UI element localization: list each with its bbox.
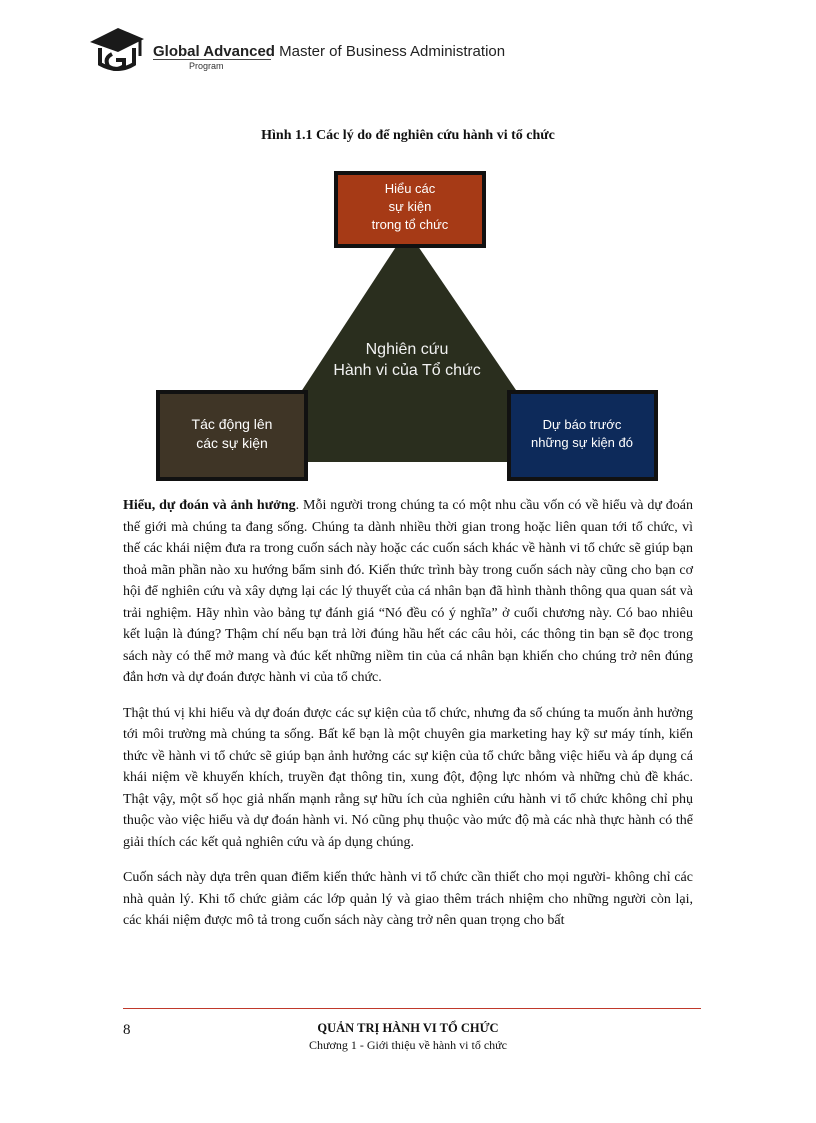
- right-box-line-2: những sự kiện đó: [531, 435, 633, 450]
- paragraph-2: Thật thú vị khi hiểu và dự đoán được các sự kiện của tổ chức, nhưng đa số chúng ta muốn ảnh hưởng tới môi trường mà chúng ta sống. Bất kể bạn là một chuyên gia marketing hay kỹ sư máy tính, kiến thức về hành vi tổ chức sẽ giúp bạn ảnh hưởng các sự kiện của tổ chức bằng việc hiểu và áp dụng cá khái niệm về khuyến khích, truyền đạt thông tin, xung đột, động lực nhóm và những chủ đề khác. Thật vậy, một số học giả nhấn mạnh rằng sự hữu ích của nghiên cứu hành vi tổ chức không chỉ phụ thuộc vào việc hiểu và dự đoán hành vi. Nó cũng phụ thuộc vào mức độ mà các nhà thực hành có thể giải thích các kết quả nghiên cứu và áp dụng chúng.: [123, 705, 693, 850]
- brand-divider: [153, 59, 271, 60]
- brand-program: Program: [189, 61, 224, 71]
- right-box-line-1: Dự báo trước: [542, 417, 622, 432]
- program-logo-icon: [86, 22, 148, 74]
- top-box-line-1: Hiểu các: [384, 181, 436, 196]
- top-box-line-2: sự kiện: [388, 199, 432, 214]
- paragraph-1-lead: Hiểu, dự đoán và ảnh hưởng: [123, 498, 296, 513]
- footer-subtitle: Chương 1 - Giới thiệu về hành vi tổ chức: [309, 1038, 507, 1052]
- reasons-diagram: [155, 170, 660, 482]
- center-label-line-2: Hành vi của Tổ chức: [333, 362, 481, 379]
- body-text: [123, 495, 693, 946]
- footer-divider: [123, 1008, 701, 1009]
- paragraph-1-rest: . Mỗi người trong chúng ta có một nhu cầu vốn có về hiểu và dự đoán thế giới mà chúng ta đang sống. Chúng ta dành nhiều thời gian trong hoặc liên quan tới tổ chức, vì thế các khái niệm đưa ra trong cuốn sách này hoặc các cuốn sách khác về hành vi tổ chức sẽ giúp bạn thoả mãn phần nào xu hướng bẩm sinh đó. Kiến thức trình bày trong cuốn sách này cũng cho bạn cơ hội để nghiên cứu và xây dựng lại các lý thuyết của cá nhân bạn đã hình thành thông qua quan sát và trải nghiệm. Hãy nhìn vào bảng tự đánh giá “Nó đều có ý nghĩa” ở cuối chương này. Có bao nhiêu kết luận là đúng? Thậm chí nếu bạn trả lời đúng hầu hết các câu hỏi, các thông tin bạn sẽ đọc trong sách này có thể mở mang và đúc kết những niềm tin của cá nhân bạn khiến cho chúng trở nên đúng đắn hơn và dự đoán được hành vi của tổ chức.: [123, 498, 693, 685]
- footer-title: QUẢN TRỊ HÀNH VI TỔ CHỨC: [317, 1021, 499, 1035]
- page-header: [86, 22, 526, 78]
- center-label-line-1: Nghiên cứu: [365, 341, 449, 358]
- page-number: 8: [123, 1022, 131, 1038]
- paragraph-1: [123, 495, 693, 689]
- brand-strong: Global Advanced: [153, 43, 275, 60]
- paragraph-3: Cuốn sách này dựa trên quan điểm kiến thức hành vi tổ chức cần thiết cho mọi người- không chỉ các nhà quản lý. Khi tổ chức giảm các lớp quản lý và giao thêm trách nhiệm cho những người còn lại, các khái niệm được mô tả trong cuốn sách này càng trở nên quan trọng cho bất: [123, 870, 693, 928]
- top-box-line-3: trong tổ chức: [371, 217, 449, 232]
- brand-rest: Master of Business Administration: [274, 43, 506, 60]
- left-box-line-1: Tác động lên: [191, 416, 273, 432]
- left-box-line-2: các sự kiện: [196, 435, 268, 451]
- brand-name: [153, 43, 505, 60]
- figure-title: Hình 1.1 Các lý do để nghiên cứu hành vi tổ chức: [261, 128, 555, 143]
